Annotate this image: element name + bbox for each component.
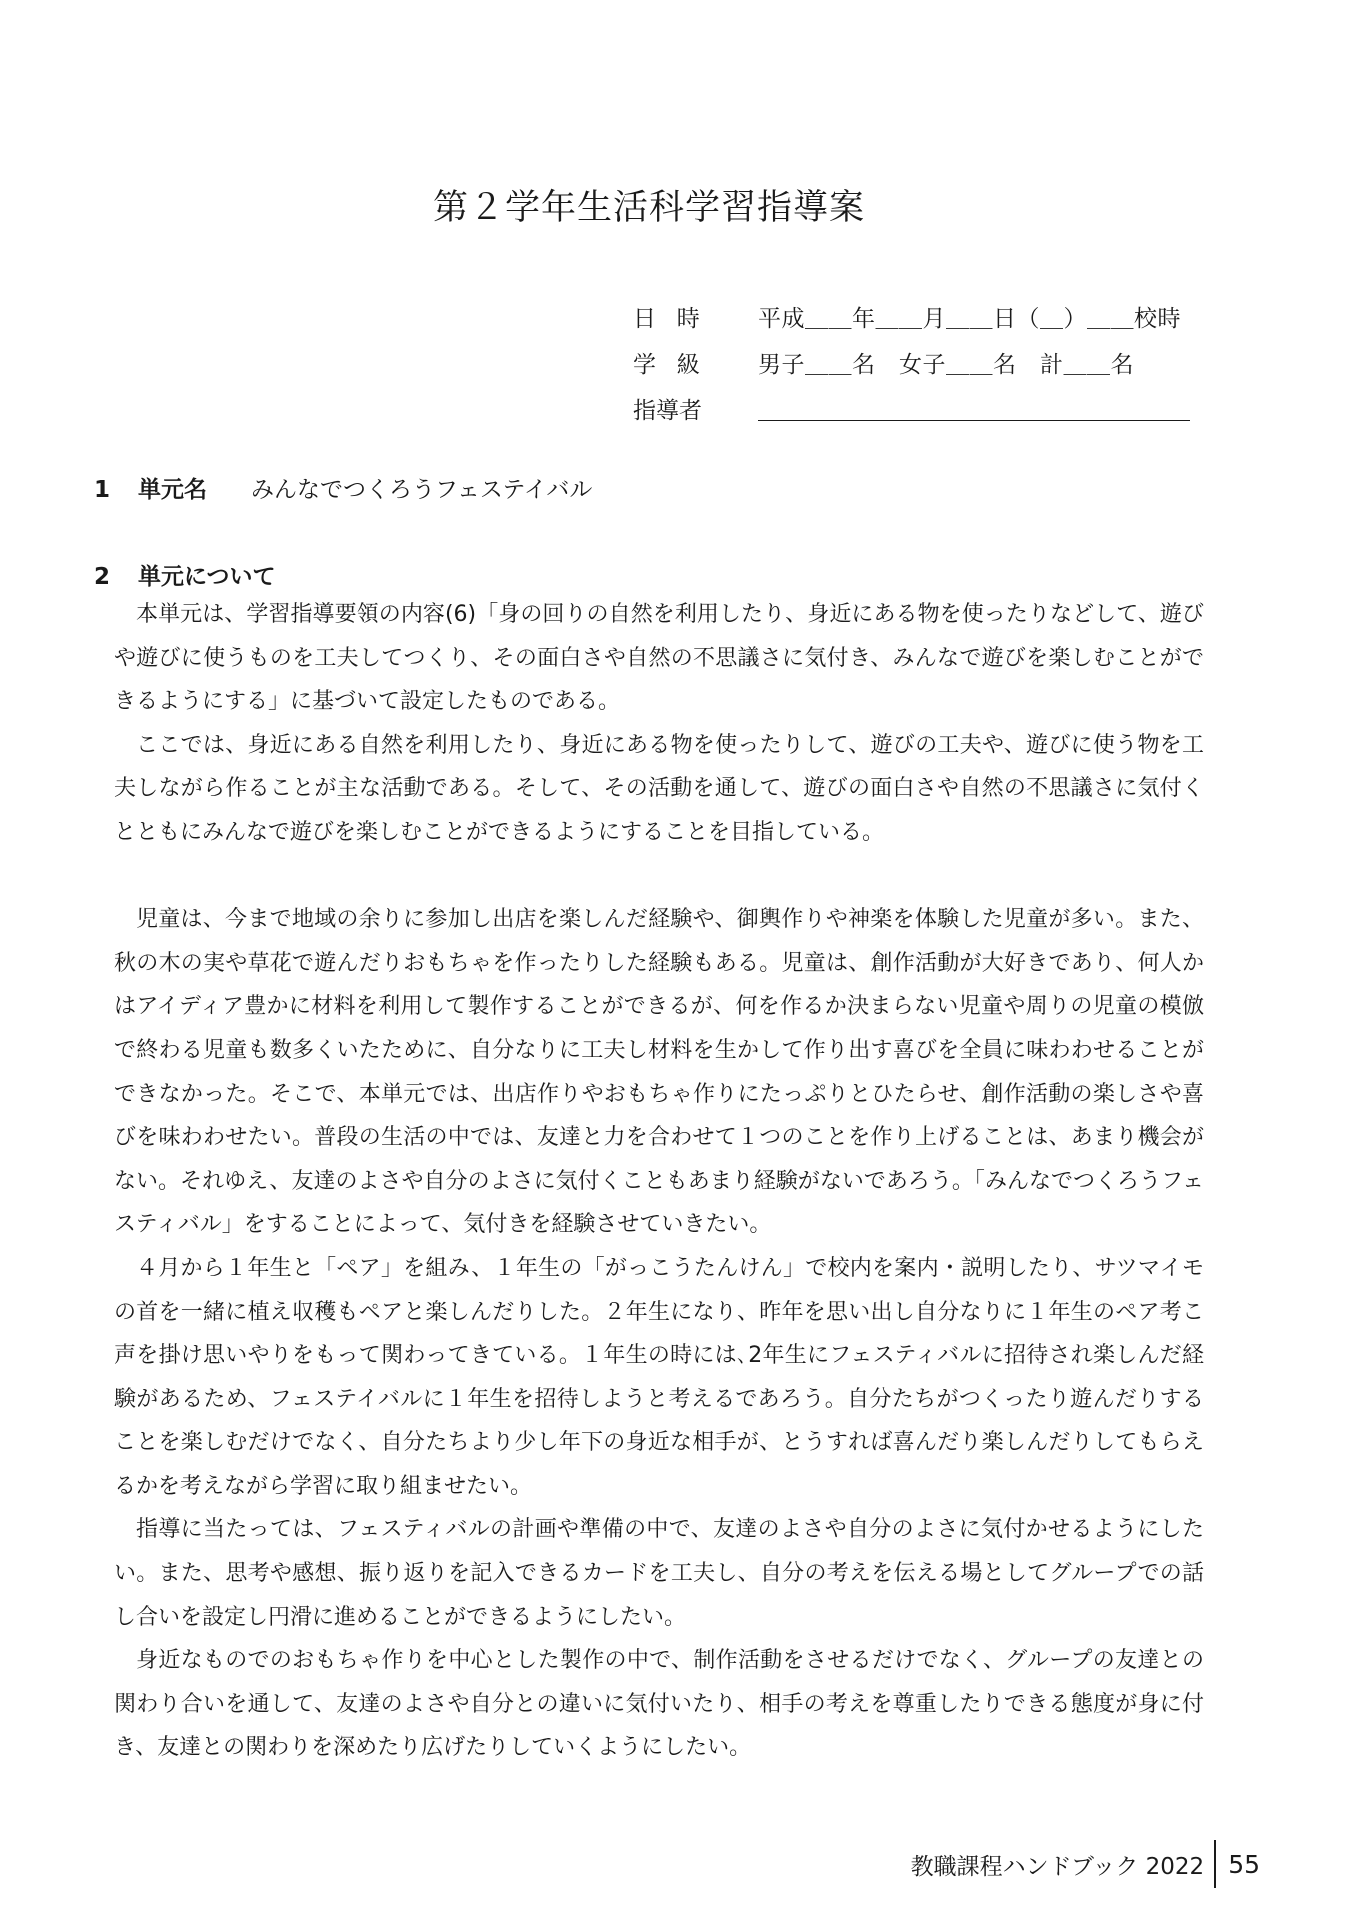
lesson-info-block (633, 296, 1190, 434)
paragraph: 身近なものでのおもちゃ作りを中心とした製作の中で、制作活動をさせるだけでなく、グループの友達との関わり合いを通して、友達のよさや自分との違いに気付いたり、相手の考えを尊重したりできる態度が身に付き、友達との関わりを深めたり広げたりしていくようにしたい。 (114, 1648, 1204, 1761)
info-row-class (633, 342, 1190, 388)
info-row-teacher (633, 388, 1190, 434)
paragraph: ４月から１年生と「ペア」を組み、１年生の「がっこうたんけん」で校内を案内・説明したり、サツマイモの首を一緒に植え収穫もペアと楽しんだりした。２年生になり、昨年を思い出し自分なりに１年生のペア考こ声を掛け思いやりをもって関わってきている。１年生の時には､2年生にフェスティバルに招待され楽しんだ経験があるため、フェステイバルに１年生を招待しようと考えるであろう。自分たちがつくったり遊んだりすることを楽しむだけでなく、自分たちより少し年下の身近な相手が、とうすれば喜んだり楽しんだりしてもらえるかを考えながら学習に取り組ませたい。 (114, 1255, 1204, 1499)
footer-divider (1214, 1840, 1216, 1888)
info-value-class: 男子＿＿名 女子＿＿名 計＿＿名 (758, 352, 1134, 378)
unit-name-text: みんなでつくろうフェステイバル (251, 477, 593, 503)
teacher-signature-line (758, 390, 1190, 421)
paragraph: 本単元は、学習指導要領の内容(6)「身の回りの自然を利用したり、身近にある物を使ったりなどして、遊びや遊びに使うものを工夫してつくり、その面白さや自然の不思議さに気付き、みんなで遊びを楽しむことができるようにする」に基づいて設定したものである。 (114, 602, 1204, 715)
info-row-date (633, 296, 1190, 342)
section-body (114, 593, 1204, 1770)
page-title: 第２学年生活科学習指導案 (432, 188, 865, 228)
paragraph: ここでは、身近にある自然を利用したり、身近にある物を使ったりして、遊びの工夫や、遊びに使う物を工夫しながら作ることが主な活動である。そして、その活動を通して、遊びの面白さや自然の不思議さに気付くとともにみんなで遊びを楽しむことができるようにすることを目指している。 (114, 732, 1204, 845)
paragraph: 指導に当たっては、フェスティバルの計画や準備の中で、友達のよさや自分のよさに気付かせるようにしたい。また、思考や感想、振り返りを記入できるカードを工夫し、自分の考えを伝える場としてグループでの話し合いを設定し円滑に進めることができるようにしたい。 (114, 1517, 1204, 1630)
info-label-teacher: 指導者 (633, 398, 702, 424)
section-about-unit (94, 558, 320, 591)
section-heading: 単元について (138, 564, 276, 590)
page-number: 55 (1228, 1849, 1260, 1879)
paragraph: 児童は、今まで地域の余りに参加し出店を楽しんだ経験や、御輿作りや神楽を体験した児童が多い。また、秋の木の実や草花で遊んだりおもちゃを作ったりした経験もある。児童は、創作活動が大好きであり、何人かはアイディア豊かに材料を利用して製作することができるが、何を作るか決まらない児童や周りの児童の模倣で終わる児童も数多くいたために、自分なりに工夫し材料を生かして作り出す喜びを全員に味わわせることができなかった。そこで、本単元では、出店作りやおもちゃ作りにたっぷりとひたらせ、創作活動の楽しさや喜びを味わわせたい。普段の生活の中では、友達と力を合わせて１つのことを作り上げることは、あまり機会がない。それゆえ、友達のよさや自分のよさに気付くこともあまり経験がないであろう。「みんなでつくろうフェスティバル」をすることによって、気付きを経験させていきたい。 (114, 907, 1204, 1238)
paragraph-spacer (114, 855, 1204, 899)
page-footer (911, 1840, 1260, 1888)
info-label-class: 学級 (633, 352, 721, 378)
info-label-date: 日時 (633, 306, 721, 332)
footer-book-title: 教職課程ハンドブック 2022 (910, 1853, 1205, 1880)
section-heading: 単元名 (138, 477, 207, 503)
section-number: 2 (94, 564, 111, 590)
info-value-date: 平成＿＿年＿＿月＿＿日（＿）＿＿校時 (758, 306, 1181, 332)
section-number: 1 (94, 477, 111, 503)
section-unit-name (94, 471, 592, 504)
